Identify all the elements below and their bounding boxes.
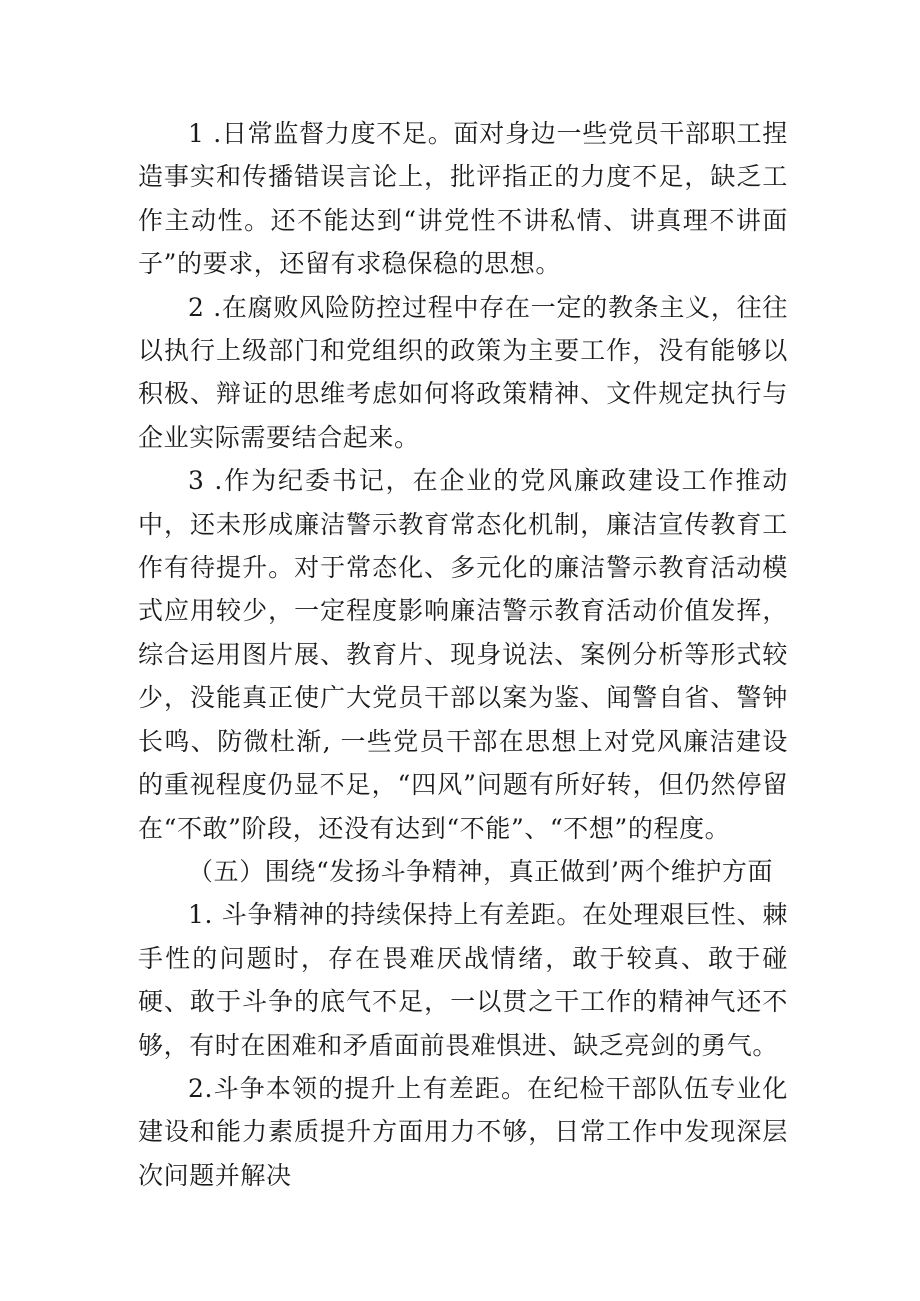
paragraph-struggle-skill: 2.斗争本领的提升上有差距。在纪检干部队伍专业化建设和能力素质提升方面用力不够，日常工作中发现深层次问题并解决 <box>138 1073 788 1190</box>
document-body <box>138 112 788 1197</box>
section-heading: （五）围绕“发扬斗争精神，真正做到’两个维护方面 <box>188 856 774 886</box>
paragraph-supervision: 1 .日常监督力度不足。面对身边一些党员干部职工捏造事实和传播错误言论上，批评指正的力度不足，缺乏工作主动性。还不能达到“讲党性不讲私情、讲真理不讲面子”的要求，还留有求稳保稳的思想。 <box>138 119 788 279</box>
paragraph-warning-education: 3 .作为纪委书记，在企业的党风廉政建设工作推动中，还未形成廉洁警示教育常态化机制，廉洁宣传教育工作有待提升。对于常态化、多元化的廉洁警示教育活动模式应用较少，一定程度影响廉洁警示教育活动价值发挥，综合运用图片展、教育片、现身说法、案例分析等形式较少，没能真正使广大党员干部以案为鉴、闻警自省、警钟长鸣、防微杜渐, 一些党员干部在思想上对党风廉洁建设的重视程度仍显不足，“四风”问题有所好转，但仍然停留在“不敢”阶段，还没有达到“不能”、“不想”的程度。 <box>138 466 788 843</box>
paragraph-struggle-spirit: 1. 斗争精神的持续保持上有差距。在处理艰巨性、棘手性的问题时，存在畏难厌战情绪，敢于较真、敢于碰硬、敢于斗争的底气不足，一以贯之干工作的精神气还不够，有时在困难和矛盾面前畏难惧进、缺乏亮剑的勇气。 <box>138 900 788 1060</box>
paragraph-risk-control: 2 .在腐败风险防控过程中存在一定的教条主义，往往以执行上级部门和党组织的政策为主要工作，没有能够以积极、辩证的思维考虑如何将政策精神、文件规定执行与企业实际需要结合起来。 <box>138 292 788 452</box>
